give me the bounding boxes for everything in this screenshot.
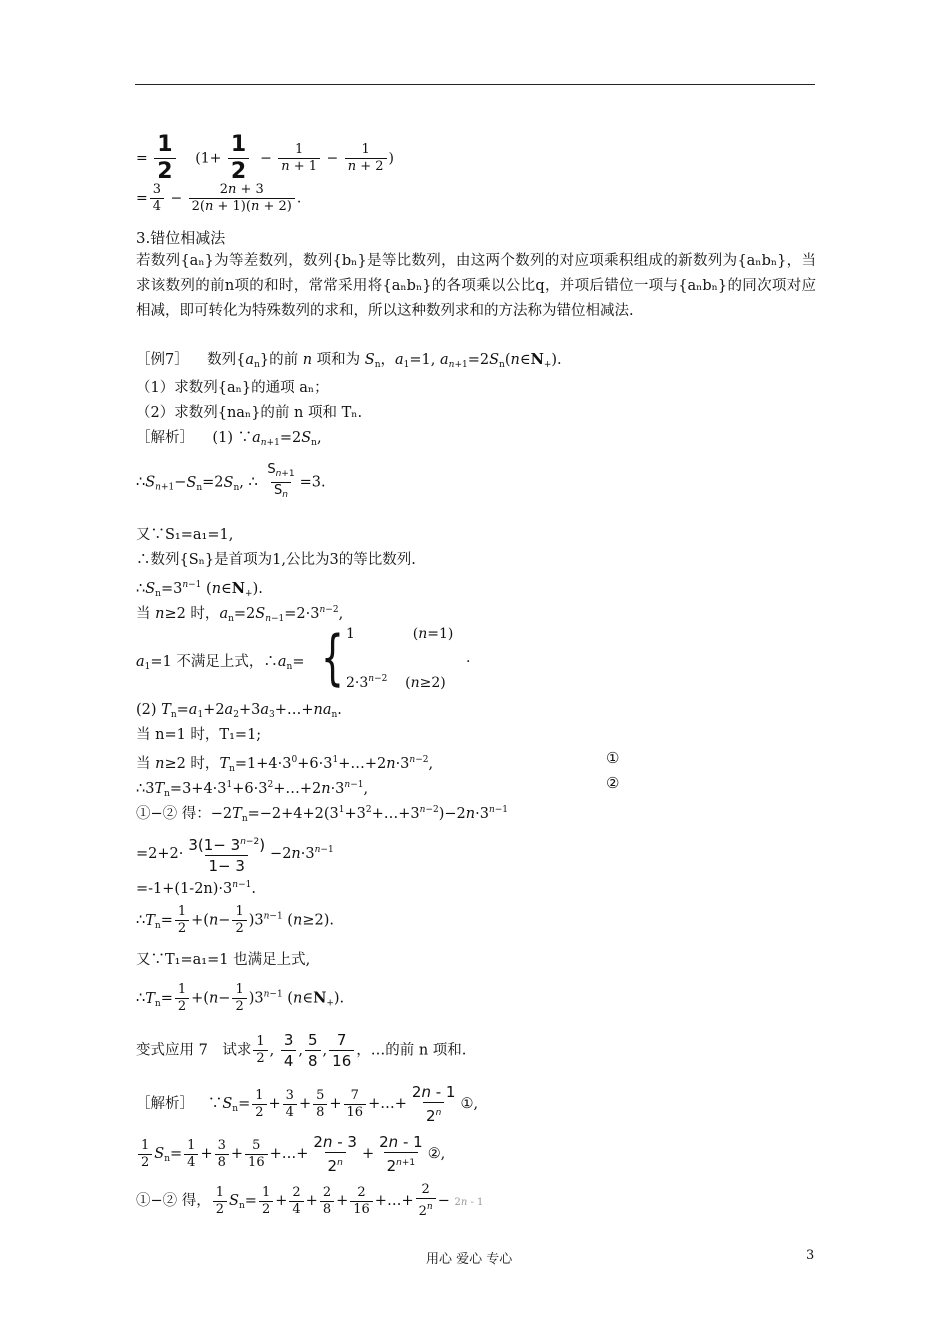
method-paragraph: 若数列{aₙ}为等差数列，数列{bₙ}是等比数列，由这两个数列的对应项乘积组成的新数列为{aₙbₙ}，当求该数列的前n项的和时，常常采用将{aₙbₙ}的各项乘以公比q，并项后错位一项与{aₙbₙ}的同次项对应相减，即可转化为特殊数列的求和，所以这种数列求和的方法称为错位相减法.: [136, 253, 816, 319]
variant-7-question: 变式应用 7 试求 $\frac{1}{2}$ , $\frac{3}{4}$ , $\frac{5}{8}$ , $\frac{7}{16}$ ，…的前 n 项和.: [136, 1031, 467, 1070]
fraction: $\frac{1}{2}$: [154, 132, 175, 185]
fraction: $\frac{1}{4}$: [184, 1138, 198, 1171]
example-label: ［例7］: [136, 352, 189, 368]
section-title: 3.错位相减法: [136, 229, 226, 247]
simplified-text: =-1+(1-2n)·3: [136, 881, 233, 897]
fraction: $\frac{1}{2}$: [138, 1138, 152, 1171]
fraction: $\frac{3}{4}$: [281, 1030, 297, 1071]
subtract-line: ①−② 得：$-2T_n=-2+4+2(3^1+3^2+\dots+3^{n-2})-2n\cdot 3^{n-1}$: [136, 805, 509, 824]
t1-line: 当 n=1 时，T₁=1;: [136, 727, 262, 743]
an-formula: 当 n≥2 时，$a_n=2S_{n-1}=2\cdot 3^{n-2}$,: [136, 605, 344, 624]
variant-half-sn: $\frac{1}{2}$ $S_n=$ $\frac{1}{4}$ + $\frac{3}{8}$ + $\frac{5}{16}$ +…+ $\frac{2n - 3}{2^n}$ + $\frac{2n - 1}{2^{n+1}}$ ②,: [136, 1132, 445, 1176]
analysis-label: ［解析］: [136, 430, 194, 446]
fraction: $\frac{2n - 1}{2^{n+1}}$: [379, 1133, 423, 1175]
question-2: （2）求数列{naₙ}的前 n 项和 Tₙ.: [136, 405, 363, 421]
ratio-line: $\therefore S_{n+1}-S_n=2S_n$, ∴ $\frac{S_{n+1}}{S_n}$ =3.: [136, 462, 326, 503]
fraction: $\frac{2}{16}$: [350, 1185, 373, 1218]
fraction: $\frac{3(1- 3^{n-2})}{1- 3}$: [188, 836, 266, 875]
fraction: $\frac{3}{4}$: [283, 1088, 297, 1121]
geometric-line: ∴数列{Sₙ}是首项为1,公比为3的等比数列.: [136, 552, 416, 568]
fraction: $\frac{5}{8}$: [305, 1030, 321, 1071]
footer-center: 用心 爱心 专心: [426, 1252, 513, 1267]
3tn-expansion: $\therefore 3T_n=3+4\cdot 3^1+6\cdot 3^2+\dots+2n\cdot 3^{n-1}$,: [136, 780, 369, 799]
fraction: $\frac{2n + 3}{2(n + 1)(n + 2)}$: [189, 182, 295, 215]
tn-final: $\therefore T_n=$ $\frac{1}{2}$ +(n− $\frac{1}{2}$ )$3^{n-1}$ $(n\in N_+)$.: [136, 982, 345, 1014]
question-1: （1）求数列{aₙ}的通项 aₙ；: [136, 380, 329, 396]
t1-check: 又∵T₁=a₁=1 也满足上式,: [136, 952, 311, 968]
variant-subtract: ①−② 得， $\frac{1}{2}$ $S_n=$ $\frac{1}{2}$ + $\frac{2}{4}$ + $\frac{2}{8}$ + $\frac{2}{16}$ +…+ $\frac{2}{2^n}$ − 2n - 1: [136, 1182, 484, 1219]
fraction: $\frac{3}{4}$: [150, 182, 164, 215]
fraction: $\frac{2}{2^n}$: [416, 1182, 436, 1220]
fraction: $\frac{1}{2}$: [175, 982, 189, 1015]
formula-line-1: = $\frac{1}{2}$ (1+ $\frac{1}{2}$ − $\frac{1}{n + 1}$ − $\frac{1}{n + 2}$ ): [136, 132, 394, 184]
fraction: $\frac{7}{16}$: [344, 1088, 367, 1121]
variant-analysis-label: ［解析］: [136, 1096, 194, 1112]
example-7-statement: ［例7］ 数列$\{a_n\}$的前 n 项和为 $S_n$，$a_1=1$, $a_{n+1}=2S_n(n\in N_+)$.: [136, 351, 562, 370]
fraction: $\frac{3}{8}$: [215, 1138, 229, 1171]
formula-line-2: = $\frac{3}{4}$ − $\frac{2n + 3}{2(n + 1)(n + 2)}$ .: [136, 182, 302, 214]
fraction: $\frac{5}{16}$: [245, 1138, 268, 1171]
fraction: $\frac{2n - 1}{2^n}$: [411, 1083, 456, 1125]
fraction: $\frac{1}{2}$: [175, 904, 189, 937]
fraction: $\frac{1}{n + 1}$: [278, 142, 320, 175]
fraction: $\frac{1}{n + 2}$: [345, 142, 387, 175]
variant-tail: ，…的前 n 项和.: [356, 1042, 467, 1059]
variant-sn: ［解析］ $\because S_n=$ $\frac{1}{2}$ + $\frac{3}{4}$ + $\frac{5}{8}$ + $\frac{7}{16}$ +…+ $\frac{2n - 1}{2^n}$ ①,: [136, 1083, 479, 1125]
equation-mark-1: ①: [606, 749, 620, 767]
fraction: $\frac{2}{8}$: [320, 1185, 334, 1218]
sn-formula: $\therefore S_n=3^{n-1}$ $(n\in N_+)$.: [136, 580, 263, 599]
piecewise-block: [136, 624, 536, 694]
case-2: $2\cdot 3^{n-2}$ (n≥2): [346, 674, 446, 691]
fraction: $\frac{S_{n+1}}{S_n}$: [264, 462, 297, 503]
brace-symbol: {: [321, 623, 344, 693]
fraction: $\frac{1}{2}$: [253, 1034, 267, 1067]
analysis-start: ［解析］ (1) $\because a_{n+1}=2S_n$,: [136, 430, 322, 448]
fraction: $\frac{1}{2}$: [232, 982, 246, 1015]
fraction: $\frac{5}{8}$: [313, 1088, 327, 1121]
geo-sum-line: =2+2· $\frac{3(1- 3^{n-2})}{1- 3}$ $-2n\cdot 3^{n-1}$: [136, 832, 334, 876]
fraction: $\frac{1}{2}$: [213, 1185, 227, 1218]
fraction: $\frac{1}{2}$: [228, 132, 249, 185]
tn-def: (2) $T_n=a_1+2a_2+3a_3+\dots+na_n$.: [136, 702, 342, 720]
variant-label: 变式应用 7 试求: [136, 1042, 252, 1059]
header-rule: [135, 84, 815, 85]
fraction: $\frac{1}{2}$: [232, 904, 246, 937]
piecewise-lead: $a_1=1$ 不满足上式，$\therefore a_n=$: [136, 654, 305, 672]
equation-mark-2: ②: [606, 774, 620, 792]
period: .: [466, 650, 471, 666]
fraction: $\frac{2}{4}$: [289, 1185, 303, 1218]
tn-result: $\therefore T_n=$ $\frac{1}{2}$ +(n− $\frac{1}{2}$ )$3^{n-1}$ (n≥2).: [136, 904, 334, 936]
fraction: $\frac{1}{2}$: [259, 1185, 273, 1218]
fraction: $\frac{7}{16}$: [329, 1030, 354, 1071]
fraction: $\frac{1}{2}$: [252, 1088, 266, 1121]
s1-line: 又∵S₁=a₁=1,: [136, 527, 234, 543]
case-1: 1 (n=1): [346, 626, 454, 642]
cut-off-fraction: 2n - 1: [454, 1197, 484, 1208]
simplified-line: $=-1+(1-2n)\cdot 3^{n-1}$.: [136, 880, 256, 897]
tn-expansion: 当 n≥2 时，$T_n=1+4\cdot 3^0+6\cdot 3^1+\dots+2n\cdot 3^{n-2}$,: [136, 755, 434, 774]
fraction: $\frac{2n - 3}{2^n}$: [313, 1133, 357, 1175]
page-number: 3: [806, 1248, 815, 1263]
